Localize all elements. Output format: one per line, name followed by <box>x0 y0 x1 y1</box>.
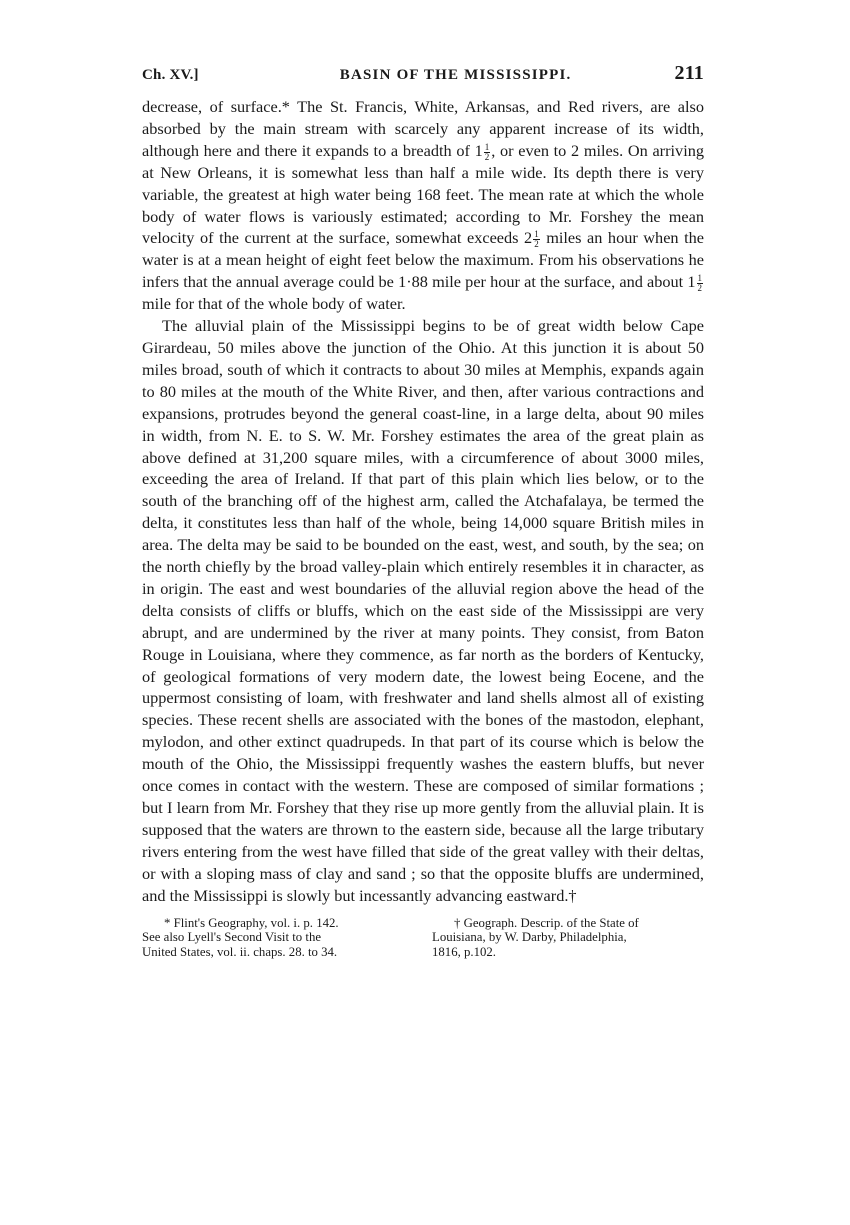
paragraph-1-part-1: decrease, of surface.* The St. Francis, White, Arkansas, and Red rivers, are also absorbed by the main stream with scarcely any apparent increase of its width, although here and there it expands to a breadth of 1 <box>142 97 704 160</box>
footnote-line: 1816, p.102. <box>432 945 496 960</box>
footnote-line: See also Lyell's Second Visit to the <box>142 930 322 945</box>
paragraph-2: The alluvial plain of the Mississippi begins to be of great width below Cape Girardeau, 50 miles above the junction of the Ohio. At this junction it is about 50 miles broad, south of which it contracts to about 30 miles at Memphis, expands again to 80 miles at the mouth of the White River, and then, after various contractions and expansions, protrudes beyond the general coast-line, in a large delta, about 90 miles in width, from N. E. to S. W. Mr. Forshey estimates the area of the great plain as above defined at 31,200 square miles, with a circumference of about 3000 miles, exceeding the area of Ireland. If that part of this plain which lies below, or to the south of the branching off of the highest arm, called the Atchafalaya, be termed the delta, it constitutes less than half of the whole, being 14,000 square British miles in area. The delta may be said to be bounded on the east, west, and south, by the sea; on the north chiefly by the broad valley-plain which entirely resembles it in character, as in origin. The east and west boundaries of the alluvial region above the head of the delta consists of cliffs or bluffs, which on the east side of the Mississippi are very abrupt, and are undermined by the river at many points. They consist, from Baton Rouge in Louisiana, where they commence, as far north as the borders of Kentucky, of geological formations of very modern date, the lowest being Eocene, and the uppermost consisting of loam, with freshwater and land shells almost all of existing species. These recent shells are associated with the bones of the mastodon, elephant, mylodon, and other extinct quadrupeds. In that part of its course which is below the mouth of the Ohio, the Mississippi frequently washes the eastern bluffs, but never once comes in contact with the western. These are composed of similar formations ; but I learn from Mr. Forshey that they rise up more gently from the alluvial plain. It is supposed that the waters are thrown to the eastern side, because all the large tributary rivers entering from the west have filled that side of the great valley with their deltas, or with a sloping mass of clay and sand ; so that the opposite bluffs are undermined, and the Mississippi is slowly but incessantly advancing eastward.† <box>142 316 704 905</box>
running-title: BASIN OF THE MISSISSIPPI. <box>339 67 572 83</box>
footnote-line: † Geograph. Descrip. of the State of <box>454 915 639 930</box>
body-text <box>142 96 704 907</box>
paragraph-1 <box>142 96 704 315</box>
chapter-label: Ch. XV.] <box>142 67 199 83</box>
paragraph-1-part-2: , or even to 2 miles. On arriving at New Orleans, it is somewhat less than half a mile wide. Its depth there is very variable, the greatest at high water being 168 feet. The mean rate at which the whole body of water flows is variously estimated; according to Mr. Forshey the mean velocity of the current at the surface, somewhat exceeds 2 <box>142 140 704 248</box>
footnote-line: * Flint's Geography, vol. i. p. 142. <box>164 915 339 930</box>
page-number: 211 <box>674 62 704 84</box>
paragraph-1-part-4: mile for that of the whole body of water. <box>142 294 406 314</box>
footnote-flint <box>142 916 414 960</box>
footnote-darby <box>432 916 704 960</box>
fraction-one-half: $\frac{1}{2}$ <box>484 141 490 162</box>
footnote-line: Louisiana, by W. Darby, Philadelphia, <box>432 930 627 945</box>
book-page <box>142 62 704 960</box>
running-header <box>142 62 704 96</box>
footnotes <box>142 916 704 960</box>
fraction-one-half: $\frac{1}{2}$ <box>697 273 702 294</box>
fraction-one-half: $\frac{1}{2}$ <box>534 229 539 250</box>
paragraph-1-part-3: miles an hour when the water is at a mean height of eight feet below the maximum. From his observations he infers that the annual average could be 1·88 mile per hour at the surface, and about 1 <box>142 228 704 292</box>
footnote-line: United States, vol. ii. chaps. 28. to 34. <box>142 945 338 960</box>
